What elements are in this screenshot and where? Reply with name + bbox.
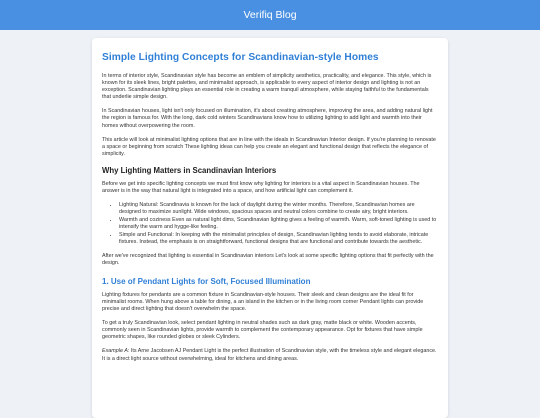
list-item: • Simple and Functional: In keeping with the minimalist principles of design, Scandinavian lighting tends to avoid elaborate, intricate fixtures. Instead, the emphasis is on straightforward, functional designs that are functional and contribute towards the aesthetic. [119,232,438,246]
example-text: : Its Arne Jacobsen AJ Pendant Light is the perfect illustration of Scandinavian style, with the timeless style and elegant elegance. It is a direct light source without overwhelming, ideal for kitchens and dining areas. [102,348,437,362]
section-paragraph: Lighting fixtures for pendants are a common fixture in Scandinavian-style houses. Their sleek and clean designs are the ideal fit for minimalist rooms. When hung above a table for dining, a an island in the kitchen or in the living room corner Pendant lights can provide precise and direct lighting that doesn't overwhelm the space. [102,291,424,313]
section-paragraph: To get a truly Scandinavian look, select pendant lighting in neutral shades such as dark gray, matte black or white. Wooden accents, commonly seen in Scandinavian lights, provide warmth to complement the contemporary appearance. Opt for fixtures that have simple geometric shapes, like rounded globes or sleek Cylinders. [102,320,423,341]
section-heading: Why Lighting Matters in Scandinavian Interiors [102,165,277,175]
list-item: • Lighting Natural: Scandinavia is known for the lack of daylight during the winter months. Therefore, Scandinavian homes are designed to maximize sunlight. Wide windows, spacious spaces and neutral colors combine to create airy, bright interiors. [119,202,438,216]
intro-paragraph: In terms of interior style, Scandinavian style has become an emblem of simplicity aesthetics, practicality, and elegance. This style, which is known for its sleek lines, bright palettes, and minimalist approach, is applicable to every aspect of interior design and lighting is not an exception. Scandinavian lighting plays an essential role in creating a warm tranquil atmosphere, while staying faithful to the fundamentals that underlie simple design. [102,73,432,101]
article-card [92,38,448,418]
article-title: Simple Lighting Concepts for Scandinavian-style Homes [102,52,379,63]
intro-paragraph: This article will look at minimalist lighting options that are in line with the ideals in Scandinavian Interior design. If you're planning to renovate a space or beginning from scratch These lighting ideas can help you create an elegant and functional design that reflects the elegance of simplicity. [102,136,436,157]
blog-title[interactable]: Verifiq Blog [243,9,297,21]
bullet-list [102,202,438,246]
example-paragraph [102,348,438,362]
section-heading: 1. Use of Pendant Lights for Soft, Focused Illumination [102,276,311,286]
section-paragraph: Before we get into specific lighting concepts we must first know why lighting for interiors is a vital aspect in Scandinavian houses. The answer is in the way that natural light is integrated into a space, and how artificial light can complement it. [102,180,420,195]
example-label: Example A [102,348,128,355]
blog-header [0,0,540,30]
intro-paragraph: In Scandinavian houses, light isn't only focused on illumination, it's about creating atmosphere, improving the area, and adding natural light the region is famous for. With the long, dark cold winters Scandinavians know how to utilizing lighting to add light and warmth into their homes without overpowering the room. [102,108,433,129]
section-paragraph: After we've recognized that lighting is essential in Scandinavian interiors Let's look at some specific lighting options that fit perfectly with the design. [102,252,434,266]
list-item: • Warmth and coziness Even as natural light dims, Scandinavian lighting gives a feeling of warmth. Warm, soft-toned lighting is used to intensify the warm and hygge-like feeling. [119,217,438,231]
